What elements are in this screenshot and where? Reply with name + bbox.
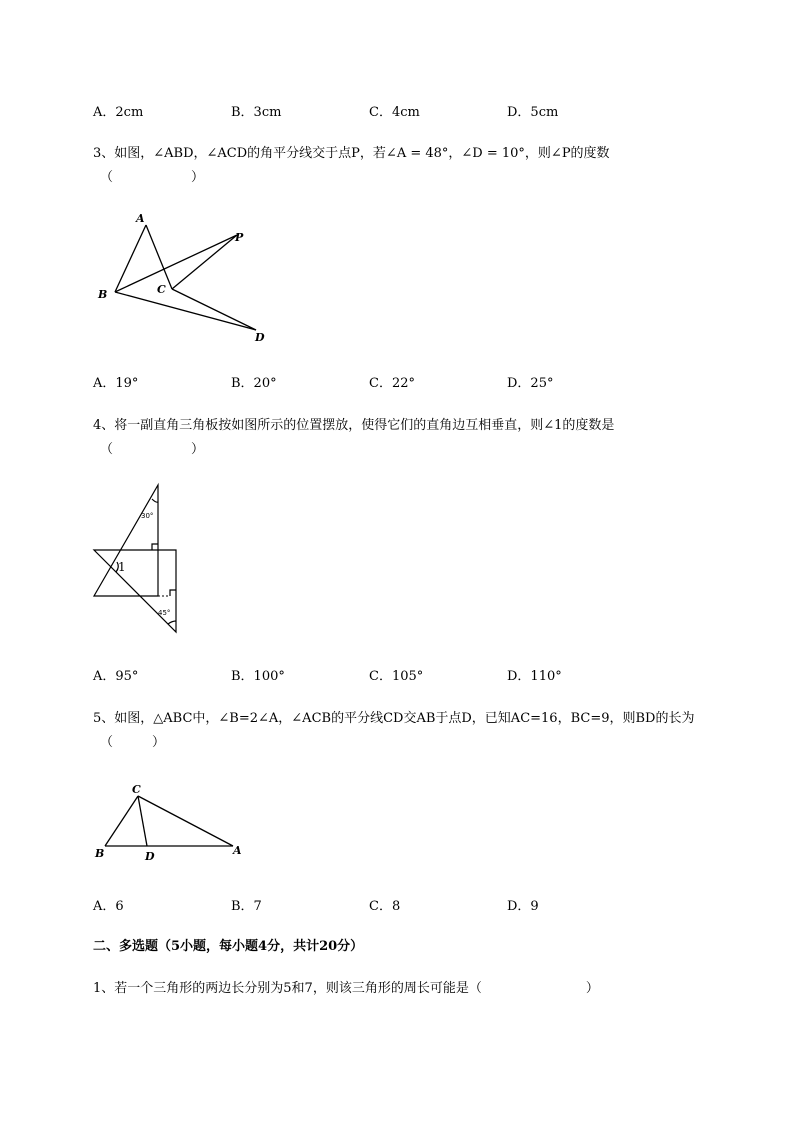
q3-label-a: A xyxy=(136,212,145,225)
q3-option-b[interactable]: B．20° xyxy=(231,376,277,391)
q3-seg-bd xyxy=(115,292,256,330)
q3-label-c: C xyxy=(157,283,166,296)
q2-option-d[interactable]: D．5cm xyxy=(507,105,559,120)
q5-label-b: B xyxy=(95,847,105,860)
q5-label-a: A xyxy=(233,844,242,857)
q3-label-p: P xyxy=(235,231,244,244)
q3-label-d: D xyxy=(255,331,265,344)
q3-seg-ac xyxy=(146,225,172,289)
q3-seg-cp xyxy=(172,235,237,289)
q3-option-c[interactable]: C．22° xyxy=(369,376,415,391)
q2-option-b[interactable]: B．3cm xyxy=(231,105,282,120)
q4-right-angle-mark-2 xyxy=(170,590,176,596)
q5-option-a[interactable]: A．6 xyxy=(93,899,124,914)
q3-label-b: B xyxy=(98,288,108,301)
q4-label-30: 30° xyxy=(141,512,154,520)
q4-right-angle-mark-1 xyxy=(152,544,158,550)
q4-arc-30 xyxy=(152,499,158,502)
q4-stem: 4、将一副直角三角板按如图所示的位置摆放，使得它们的直角边互相垂直，则∠1的度数是 xyxy=(93,418,615,433)
section-2-title: 二、多选题（5小题，每小题4分，共计20分） xyxy=(93,939,364,954)
q3-seg-bp xyxy=(115,235,237,292)
q4-arc-45 xyxy=(168,621,176,624)
q5-option-b[interactable]: B．7 xyxy=(231,899,262,914)
q3-stem: 3、如图，∠ABD，∠ACD的角平分线交于点P，若∠A = 48°，∠D = 10°，则∠P的度数 xyxy=(93,146,610,161)
q3-option-d[interactable]: D．25° xyxy=(507,376,554,391)
q4-triangle-45 xyxy=(94,550,176,632)
q5-stem: 5、如图，△ABC中，∠B=2∠A，∠ACB的平分线CD交AB于点D，已知AC=16，BC=9，则BD的长为 xyxy=(93,711,695,726)
q5-label-d: D xyxy=(145,850,155,863)
q5-option-c[interactable]: C．8 xyxy=(369,899,401,914)
q4-answer-paren: （ ） xyxy=(100,442,205,457)
q5-figure xyxy=(90,780,260,870)
q4-figure xyxy=(90,480,190,640)
q5-option-d[interactable]: D．9 xyxy=(507,899,539,914)
q4-label-1: 1 xyxy=(118,560,126,574)
q5-seg-cb xyxy=(105,796,138,846)
q5-seg-ca xyxy=(138,796,233,846)
q2-option-c[interactable]: C．4cm xyxy=(369,105,420,120)
q4-option-c[interactable]: C．105° xyxy=(369,669,424,684)
q4-option-d[interactable]: D．110° xyxy=(507,669,562,684)
q4-triangle-30 xyxy=(94,485,158,596)
q5-seg-cd xyxy=(138,796,147,846)
q4-option-a[interactable]: A．95° xyxy=(93,669,139,684)
q3-figure xyxy=(90,205,290,345)
q3-option-a[interactable]: A．19° xyxy=(93,376,139,391)
q4-label-45: 45° xyxy=(158,609,171,617)
mq1-stem: 1、若一个三角形的两边长分别为5和7，则该三角形的周长可能是（ ） xyxy=(93,981,599,996)
q5-label-c: C xyxy=(132,783,141,796)
q3-seg-cd xyxy=(172,289,256,330)
q5-answer-paren: （ ） xyxy=(100,735,166,750)
q3-seg-ab xyxy=(115,225,146,292)
q3-answer-paren: （ ） xyxy=(100,170,205,185)
q2-option-a[interactable]: A．2cm xyxy=(93,105,144,120)
q4-option-b[interactable]: B．100° xyxy=(231,669,285,684)
